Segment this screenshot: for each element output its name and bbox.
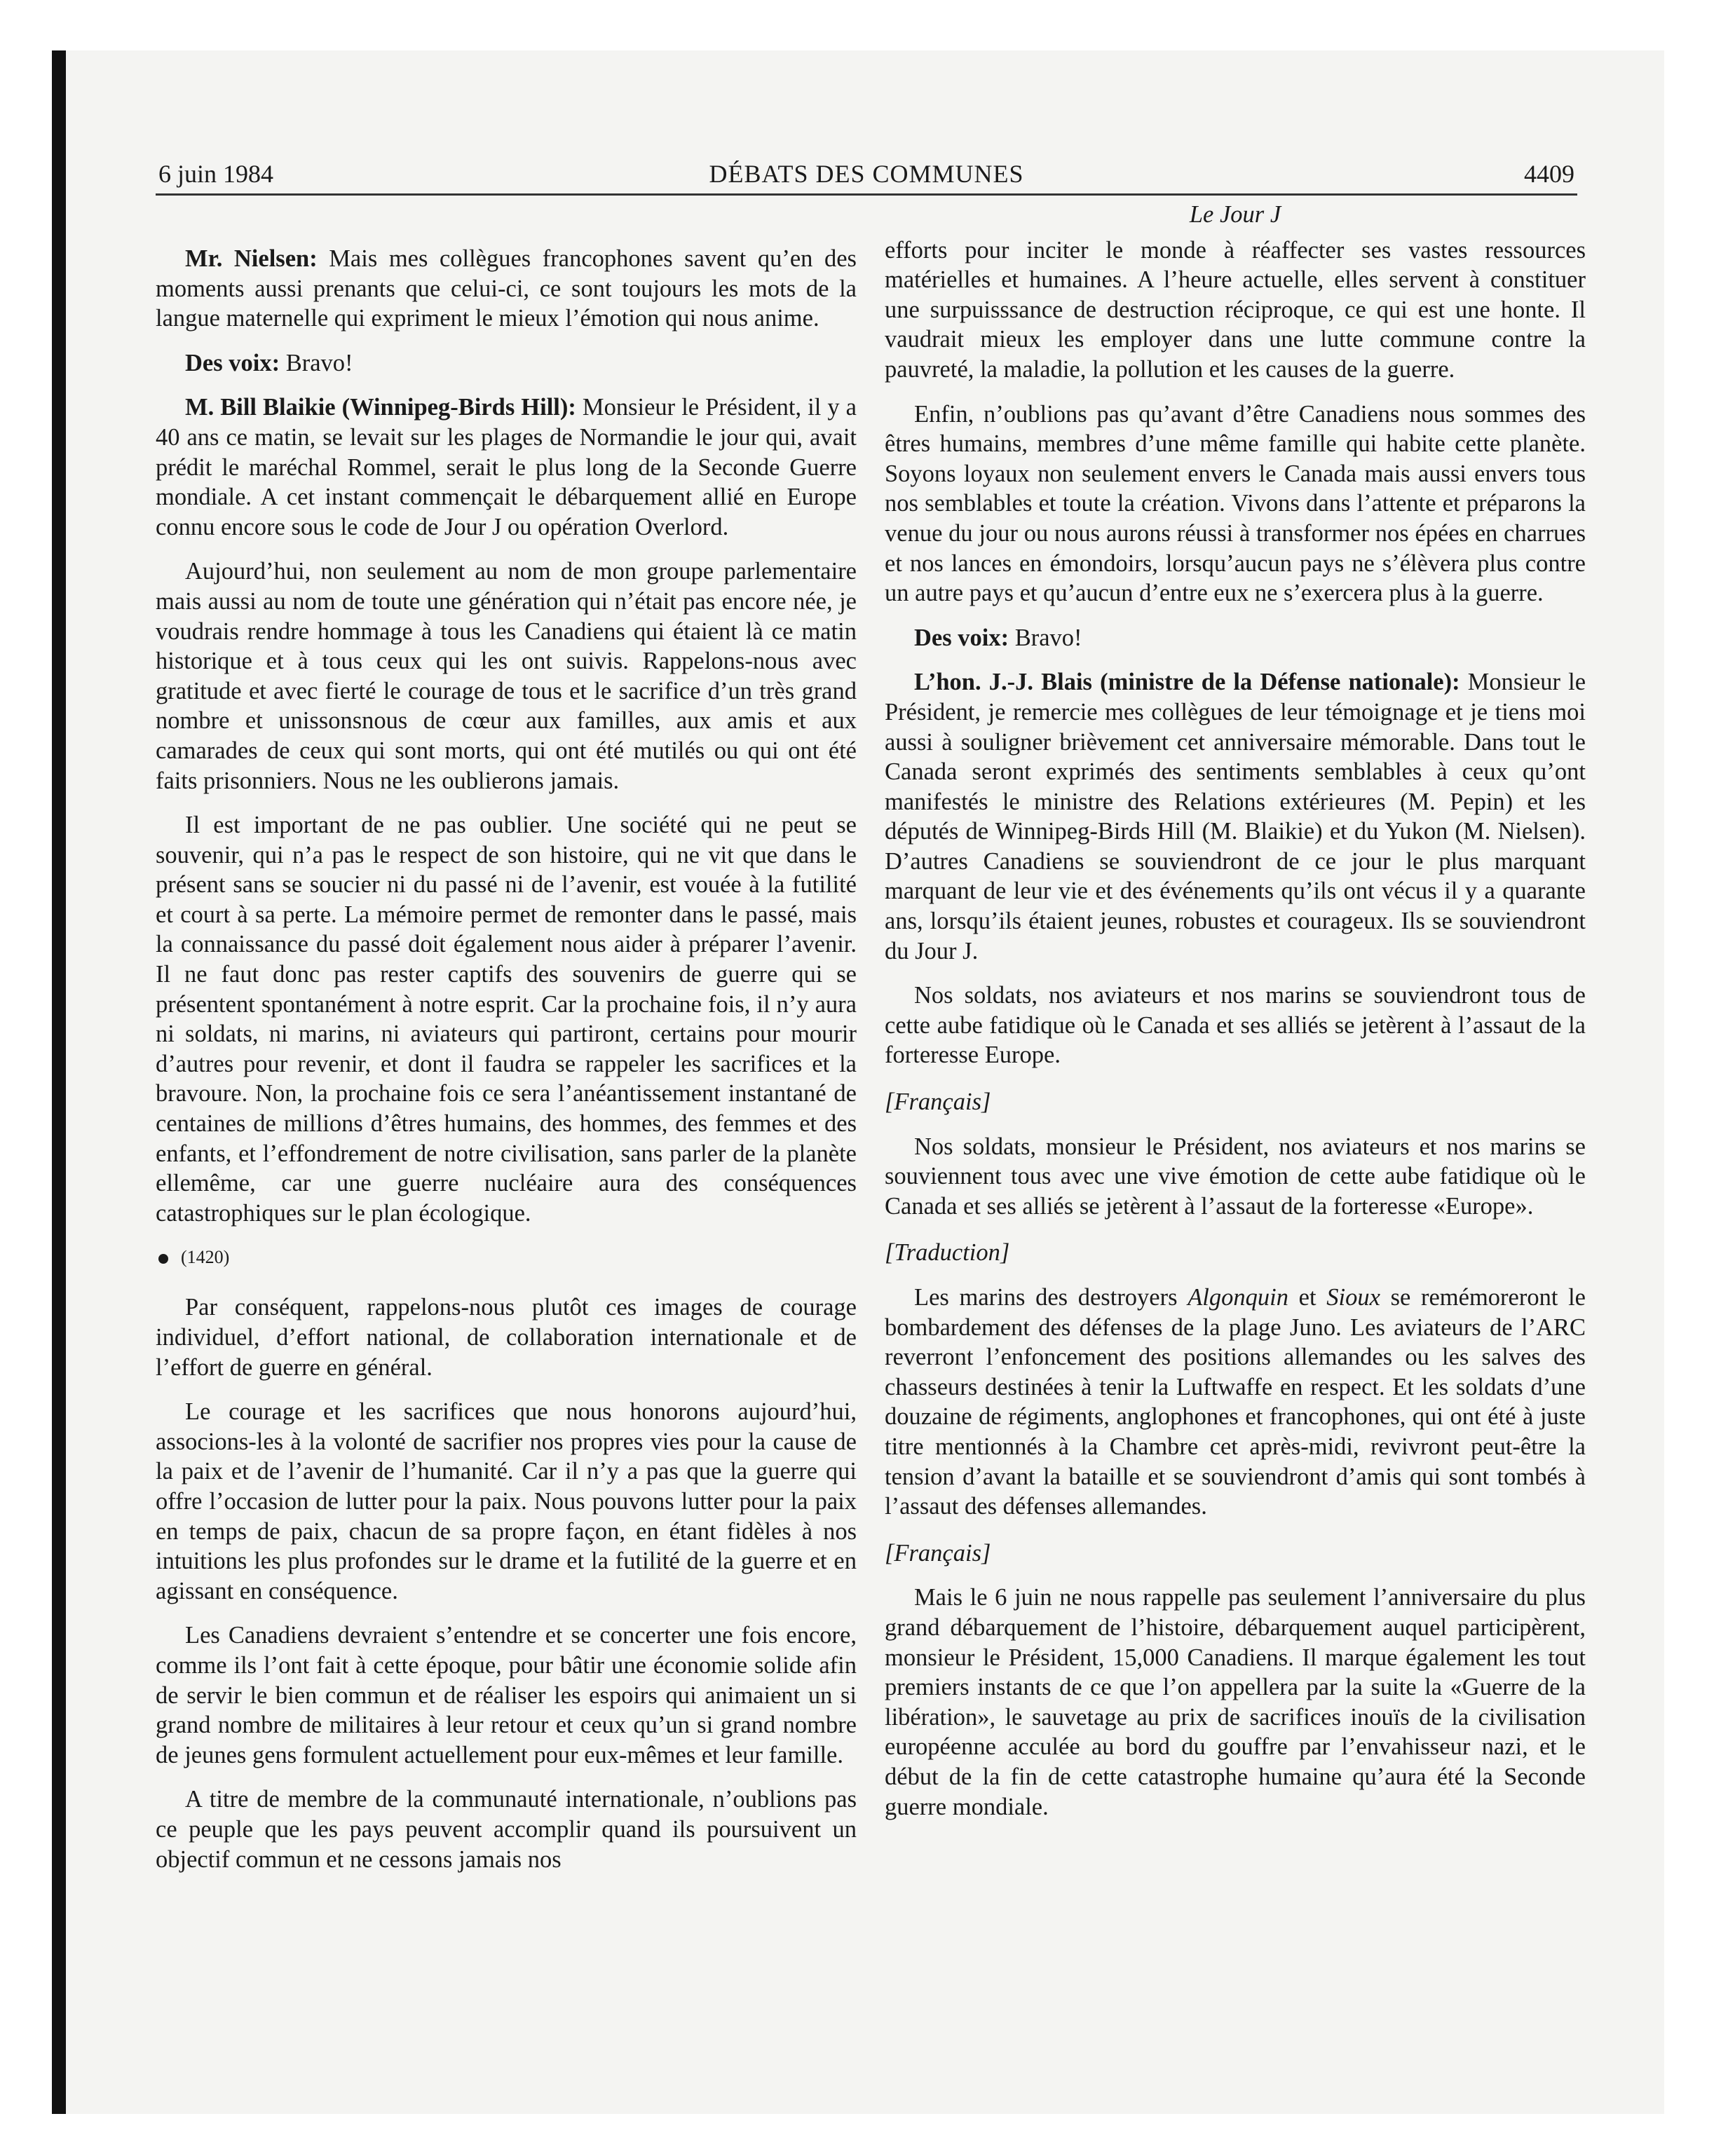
paragraph (156, 244, 857, 334)
paragraph: Le courage et les sacrifices que nous honorons aujourd’hui, associons-les à la volonté de sacrifier nos propres vies pour la cause de la paix et de l’avenir de l’humanité. Car il n’y a pas que la guerre qui offre l’occasion de lutter pour la paix. Nous pouvons lutter pour la paix en temps de paix, chacun de sa propre façon, en étant fidèles à nos intuitions les plus profondes sur le drame et la futilité de la guerre et en agissant en conséquence. (156, 1398, 857, 1604)
header-page-number: 4409 (1524, 160, 1574, 188)
paragraph-text: Bravo! (1009, 624, 1082, 651)
paragraph: Aujourd’hui, non seulement au nom de mon groupe parlementaire mais aussi au nom de toute une génération qui n’était pas encore née, je voudrais rendre hommage à tous les Canadiens qui étaient là ce matin historique et à tous ceux qui les ont suivis. Rappelons-nous avec gratitude et avec fierté le courage de tous et le sacrifice d’un très grand nombre et unissonsnous de cœur aux familles, aux amis et aux camarades de ceux qui sont morts, qui ont été mutilés ou qui ont été faits prisonniers. Nous ne les oublierons jamais. (156, 558, 857, 794)
language-marker: [Français] (885, 1539, 991, 1567)
left-column (156, 244, 857, 1889)
running-title: Le Jour J (1189, 201, 1281, 228)
paragraph: A titre de membre de la communauté internationale, n’oublions pas ce peuple que les pays peuvent accomplir quand ils poursuivent un objectif commun et ne cessons jamais nos (156, 1786, 857, 1873)
paragraph-text: Bravo! (280, 349, 353, 376)
paragraph-text: Monsieur le Président, il y a 40 ans ce matin, se levait sur les plages de Normandie le jour qui, avait prédit le maréchal Rommel, serait le plus long de la Seconde Guerre mondiale. A cet instant commençait le débarquement allié en Europe connu encore sous le code de Jour J ou opération Overlord. (156, 394, 857, 540)
paragraph-text: et (1288, 1284, 1327, 1311)
paragraph-text: Mais mes collègues francophones savent qu’en des moments aussi prenants que celui-ci, ce sont toujours les mots de la langue maternelle qui expriment le mieux l’émotion qui nous anime. (156, 245, 857, 332)
timestamp-marker (156, 1243, 857, 1271)
paragraph: Par conséquent, rappelons-nous plutôt ces images de courage individuel, d’effort national, de collaboration internationale et de l’effort de guerre en général. (156, 1294, 857, 1381)
paragraph (156, 348, 857, 378)
header-date: 6 juin 1984 (158, 160, 274, 188)
paragraph (885, 667, 1586, 966)
right-column (885, 200, 1586, 1836)
bullet-icon (158, 1254, 168, 1264)
paragraph (156, 393, 857, 542)
speaker-name: Mr. Nielsen: (185, 245, 318, 272)
speaker-name: L’hon. J.-J. Blais (ministre de la Défense nationale): (914, 669, 1460, 696)
language-marker: [Français] (885, 1089, 991, 1116)
paragraph: Nos soldats, monsieur le Président, nos aviateurs et nos marins se souviennent tous avec une vive émotion de cette aube fatidique où le Canada et ses alliés se jetèrent à l’assaut de la forteresse «Europe». (885, 1133, 1586, 1220)
paragraph: Nos soldats, nos aviateurs et nos marins se souviendront tous de cette aube fatidique où le Canada et ses alliés se jetèrent à l’assaut de la forteresse Europe. (885, 982, 1586, 1069)
page-header (156, 154, 1577, 196)
ship-name: Algonquin (1188, 1284, 1288, 1311)
paragraph: Les Canadiens devraient s’entendre et se concerter une fois encore, comme ils l’ont fait à cette époque, pour bâtir une économie solide afin de servir le bien commun et de réaliser les espoirs qui animaient un si grand nombre de militaires à leur retour et ceux qu’un si grand nombre de jeunes gens formulent actuellement pour eux-mêmes et leur famille. (156, 1622, 857, 1768)
paragraph-text: se remémoreront le bombardement des défenses de la plage Juno. Les aviateurs de l’ARC reverront l’enfoncement des positions allemandes ou les salves des chasseurs destinées à tenir la Luftwaffe en respect. Et les soldats d’une douzaine de régiments, anglophones et francophones, qui ont été à juste titre mentionnés à la Chambre cet après-midi, revivront peut-être la tension d’avant la bataille et se souviendront d’amis qui sont tombés à l’assaut des défenses allemandes. (885, 1284, 1586, 1520)
paragraph (885, 1283, 1586, 1522)
paragraph: efforts pour inciter le monde à réaffecter ses vastes ressources matérielles et humaines. A l’heure actuelle, elles servent à constituer une surpuisssance de destruction réciproque, ce qui est une honte. Il vaudrait mieux les employer dans une lutte commune contre la pauvreté, la maladie, la pollution et les causes de la guerre. (885, 236, 1586, 383)
paragraph: Enfin, n’oublions pas qu’avant d’être Canadiens nous sommes des êtres humains, membres d’une même famille qui habite cette planète. Soyons loyaux non seulement envers le Canada mais aussi envers tous nos semblables et toute la création. Vivons dans l’attente et préparons la venue du jour ou nous aurons réussi à transformer nos épées en charrues et nos lances en émondoirs, lorsqu’aucun pays ne s’élèvera plus contre un autre pays et qu’aucun d’entre eux ne s’exercera plus à la guerre. (885, 400, 1586, 607)
paragraph: Mais le 6 juin ne nous rappelle pas seulement l’anniversaire du plus grand débarquement de l’histoire, débarquement auquel participèrent, monsieur le Président, 15,000 Canadiens. Il marque également les tout premiers instants de ce que l’on appellera par la suite la «Guerre de la libération», le sauvetage au prix de sacrifices inouïs de la civilisation européenne acculée au bord du gouffre par l’envahisseur nazi, et le début de la fin de cette catastrophe humaine qu’aura été la Seconde guerre mondiale. (885, 1584, 1586, 1820)
paragraph-text: Monsieur le Président, je remercie mes collègues de leur témoignage et je tiens moi aussi à souligner brièvement cet anniversaire mémorable. Dans tout le Canada seront exprimés des sentiments semblables à ceux qu’ont manifestés le ministre des Relations extérieures (M. Pepin) et les députés de Winnipeg-Birds Hill (M. Blaikie) et du Yukon (M. Nielsen). D’autres Canadiens se souviendront de ce jour le plus marquant marquant de leur vie et des événements qu’ils ont vécus il y a quarante ans, lorsqu’ils étaient jeunes, robustes et courageux. Ils se souviendront du Jour J. (885, 669, 1586, 964)
language-marker: [Traduction] (885, 1239, 1010, 1267)
speaker-name: M. Bill Blaikie (Winnipeg-Birds Hill): (185, 394, 576, 421)
paragraph (885, 623, 1586, 653)
ship-name: Sioux (1326, 1284, 1380, 1311)
header-title: DÉBATS DES COMMUNES (709, 160, 1024, 188)
paragraph: Il est important de ne pas oublier. Une société qui ne peut se souvenir, qui n’a pas le respect de son histoire, qui ne vit que dans le présent sans se soucier ni du passé ni de l’avenir, est vouée à la futilité et court à sa perte. La mémoire permet de remonter dans le passé, mais la connaissance du passé doit également nous aider à préparer l’avenir. Il ne faut donc pas rester captifs des souvenirs de guerre qui se présentent spontanément à notre esprit. Car la prochaine fois, il n’y aura ni soldats, ni marins, ni aviateurs qui partiront, certains pour mourir d’autres pour revenir, et dont il faudra se rappeler les sacrifices et la bravoure. Non, la prochaine fois ce sera l’anéantissement instantané de centaines de millions d’êtres humains, des hommes, des femmes et des enfants, et l’effondrement de notre civilisation, sans parler de la planète ellemême, car une guerre nucléaire aura des conséquences catastrophiques sur le plan écologique. (156, 812, 857, 1227)
paragraph-text: Les marins des destroyers (914, 1284, 1188, 1311)
speaker-name: Des voix: (914, 624, 1009, 651)
speaker-name: Des voix: (185, 349, 280, 376)
timestamp-text: (1420) (181, 1247, 230, 1268)
scan-border-edge (52, 50, 66, 2114)
